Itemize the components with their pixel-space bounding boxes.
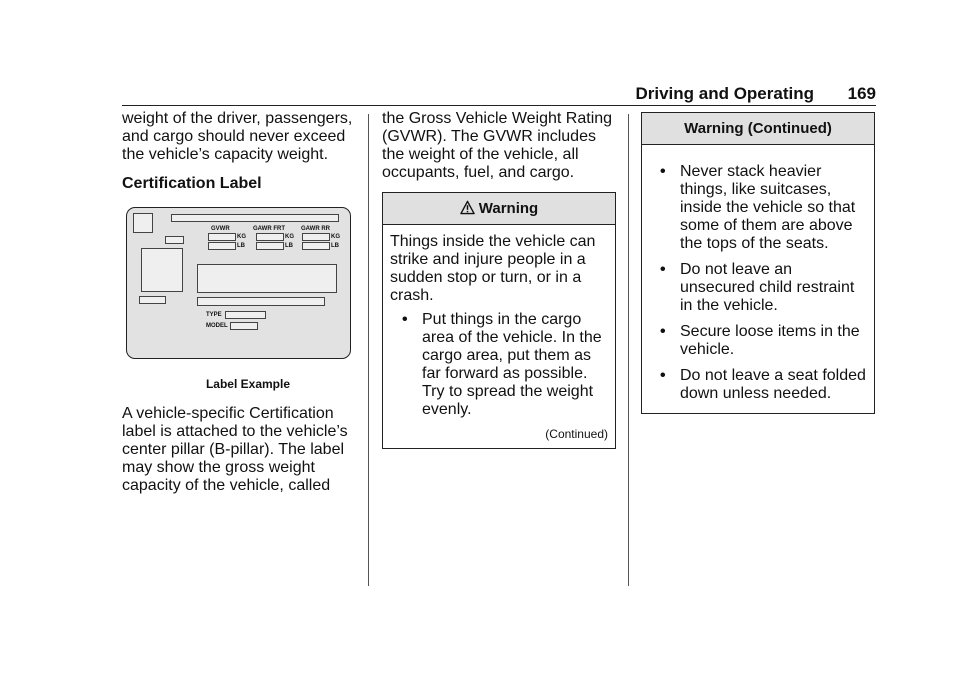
list-item — [646, 323, 867, 359]
continued-note: (Continued) — [545, 427, 608, 441]
warning-body — [383, 225, 615, 448]
header-rule — [122, 105, 876, 106]
bullet-text: Do not leave a seat folded down unless needed. — [680, 367, 866, 402]
fig-corner-box — [133, 213, 153, 233]
fig-gawr-frt: GAWR FRT — [253, 226, 285, 232]
col1-intro: weight of the driver, passengers, and cargo should never exceed the vehicle’s capacity weight. — [122, 110, 353, 163]
bullet-text: Never stack heavier things, like suitcases, inside the vehicle so that some of them are above the tops of the seats. — [680, 163, 856, 252]
fig-large-field — [197, 264, 337, 293]
fig-top-bar — [171, 214, 339, 222]
warning-bullets — [390, 311, 608, 419]
bullet-text: Do not leave an unsecured child restraint in the vehicle. — [680, 261, 855, 314]
fig-gvwr: GVWR — [211, 226, 230, 232]
warning-header — [383, 193, 615, 225]
bullet-text: Secure loose items in the vehicle. — [680, 323, 860, 358]
figure-caption: Label Example — [205, 377, 291, 391]
fig-field — [302, 233, 330, 241]
warning-continued-header: Warning (Continued) — [642, 113, 874, 145]
warning-continued-body — [642, 145, 874, 413]
warning-continued-bullets — [646, 163, 867, 403]
bullet: • — [402, 311, 408, 328]
fig-lb-3: LB — [331, 243, 339, 249]
fig-field — [208, 242, 236, 250]
bullet: • — [660, 261, 666, 278]
page-header — [122, 84, 876, 104]
bullet: • — [660, 163, 666, 180]
warning-text: Things inside the vehicle can strike and injure people in a sudden stop or turn, or in a crash. — [390, 233, 596, 304]
fig-model: MODEL — [206, 323, 228, 329]
fig-field — [256, 242, 284, 250]
fig-field — [208, 233, 236, 241]
warning-icon — [460, 200, 475, 215]
warning-continued-box — [641, 112, 875, 414]
certification-label-figure — [126, 207, 351, 359]
fig-kg-2: KG — [285, 234, 294, 240]
fig-field — [256, 233, 284, 241]
column-divider-2 — [628, 114, 629, 586]
column-1 — [122, 110, 360, 495]
fig-type: TYPE — [206, 312, 222, 318]
page-number: 169 — [847, 84, 876, 103]
fig-field — [302, 242, 330, 250]
fig-lb-2: LB — [285, 243, 293, 249]
fig-type-field — [225, 311, 266, 319]
list-item — [646, 367, 867, 403]
fig-model-field — [230, 322, 258, 330]
list-item — [646, 261, 867, 315]
certification-heading: Certification Label — [122, 175, 262, 192]
list-item — [646, 163, 867, 253]
fig-kg-1: KG — [237, 234, 246, 240]
column-3 — [641, 112, 875, 414]
bullet: • — [660, 323, 666, 340]
warning-box — [382, 192, 616, 449]
column-2 — [382, 110, 616, 449]
fig-small-box-2 — [139, 296, 166, 304]
fig-gawr-rr: GAWR RR — [301, 226, 330, 232]
bullet-text: Put things in the cargo area of the vehicle. In the cargo area, put them as far forward as possible. Try to spread the weight evenly. — [422, 311, 602, 418]
fig-small-box — [165, 236, 184, 244]
list-item — [390, 311, 608, 419]
fig-lb-1: LB — [237, 243, 245, 249]
fig-kg-3: KG — [331, 234, 340, 240]
col1-body: A vehicle-specific Certification label is attached to the vehicle’s center pillar (B-pillar). The label may show the gross weight capacity of the vehicle, called — [122, 405, 348, 494]
col2-intro: the Gross Vehicle Weight Rating (GVWR). The GVWR includes the weight of the vehicle, all occupants, fuel, and cargo. — [382, 110, 613, 181]
fig-square-box — [141, 248, 183, 292]
bullet: • — [660, 367, 666, 384]
section-title: Driving and Operating — [635, 84, 814, 103]
fig-wide-field — [197, 297, 325, 306]
column-divider-1 — [368, 114, 369, 586]
warning-title: Warning — [478, 200, 539, 217]
